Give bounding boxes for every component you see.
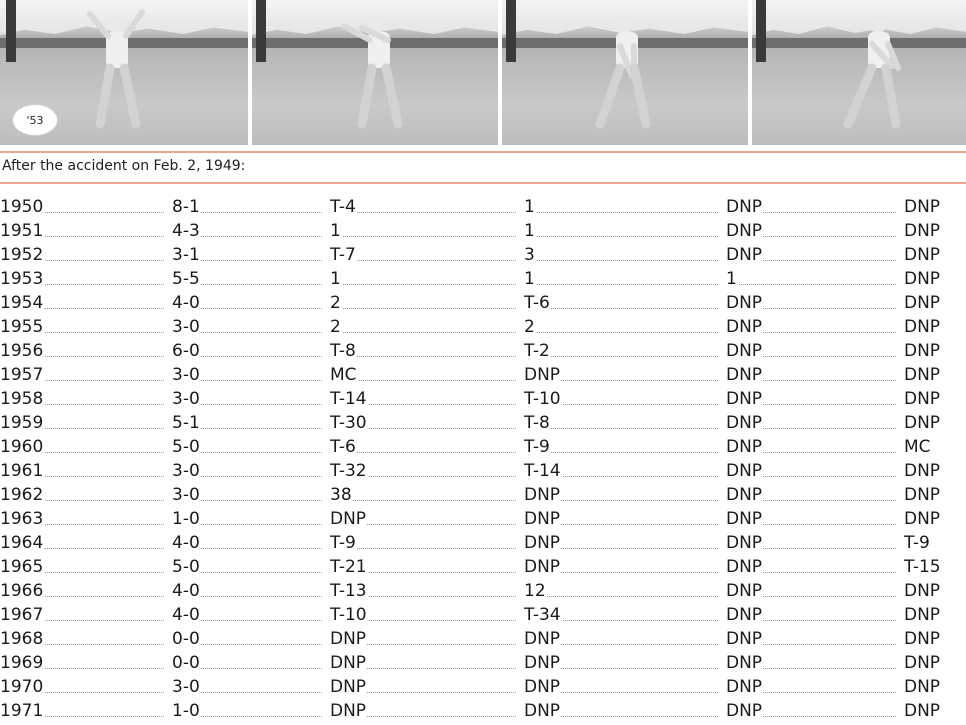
cell-value: DNP — [524, 557, 561, 577]
record-cell — [172, 675, 330, 699]
cell-value: 4-3 — [172, 221, 200, 241]
result-col3-cell — [330, 267, 524, 291]
cell-value: DNP — [726, 341, 763, 361]
result-col4-cell — [524, 267, 726, 291]
cell-value: 1971 — [0, 701, 44, 721]
cell-value: 1966 — [0, 581, 44, 601]
cell-value: 1955 — [0, 317, 44, 337]
cell-value: 1 — [726, 269, 737, 289]
result-col3-cell — [330, 243, 524, 267]
cell-value: 3-1 — [172, 245, 200, 265]
result-col3-cell — [330, 627, 524, 651]
result-col6-cell — [904, 219, 966, 243]
result-col4-cell — [524, 411, 726, 435]
table-row — [0, 483, 966, 507]
cell-value: 1962 — [0, 485, 44, 505]
cell-value: DNP — [726, 317, 763, 337]
cell-value: 1951 — [0, 221, 44, 241]
cell-value: DNP — [726, 557, 763, 577]
cell-value: 3 — [524, 245, 535, 265]
result-col4-cell — [524, 675, 726, 699]
cell-value: 4-0 — [172, 581, 200, 601]
cell-value: T-2 — [524, 341, 550, 361]
swing-photo-3 — [502, 0, 748, 145]
cell-value: T-9 — [524, 437, 550, 457]
record-cell — [172, 291, 330, 315]
cell-value: DNP — [904, 413, 941, 433]
cell-value: DNP — [726, 677, 763, 697]
record-cell — [172, 219, 330, 243]
result-col4-cell — [524, 315, 726, 339]
record-cell — [172, 267, 330, 291]
result-col3-cell — [330, 531, 524, 555]
result-col6-cell — [904, 195, 966, 219]
cell-value: 4-0 — [172, 293, 200, 313]
cell-value: T-10 — [330, 605, 367, 625]
cell-value: 5-1 — [172, 413, 200, 433]
cell-value: DNP — [904, 653, 941, 673]
record-cell — [172, 411, 330, 435]
result-col6-cell — [904, 387, 966, 411]
cell-value: 1969 — [0, 653, 44, 673]
result-col6-cell — [904, 267, 966, 291]
record-cell — [172, 603, 330, 627]
year-cell — [0, 531, 172, 555]
cell-value: T-8 — [524, 413, 550, 433]
cell-value: T-13 — [330, 581, 367, 601]
cell-value: MC — [330, 365, 357, 385]
result-col4-cell — [524, 195, 726, 219]
cell-value: DNP — [904, 341, 941, 361]
cell-value: 5-0 — [172, 557, 200, 577]
result-col4-cell — [524, 435, 726, 459]
year-cell — [0, 675, 172, 699]
result-col6-cell — [904, 675, 966, 699]
cell-value: DNP — [904, 317, 941, 337]
cell-value: DNP — [524, 509, 561, 529]
result-col4-cell — [524, 531, 726, 555]
cell-value: 1952 — [0, 245, 44, 265]
record-cell — [172, 315, 330, 339]
cell-value: 8-1 — [172, 197, 200, 217]
result-col6-cell — [904, 483, 966, 507]
cell-value: 1964 — [0, 533, 44, 553]
result-col4-cell — [524, 243, 726, 267]
record-cell — [172, 243, 330, 267]
result-col4-cell — [524, 555, 726, 579]
result-col5-cell — [726, 339, 904, 363]
cell-value: T-34 — [524, 605, 561, 625]
result-col5-cell — [726, 435, 904, 459]
cell-value: DNP — [726, 605, 763, 625]
cell-value: DNP — [726, 533, 763, 553]
cell-value: 1958 — [0, 389, 44, 409]
table-row — [0, 675, 966, 699]
cell-value: DNP — [904, 365, 941, 385]
result-col4-cell — [524, 339, 726, 363]
result-col6-cell — [904, 315, 966, 339]
cell-value: DNP — [524, 629, 561, 649]
table-row — [0, 531, 966, 555]
year-cell — [0, 483, 172, 507]
result-col6-cell — [904, 603, 966, 627]
cell-value: MC — [904, 437, 931, 457]
year-cell — [0, 699, 172, 723]
result-col5-cell — [726, 531, 904, 555]
results-table — [0, 195, 966, 723]
cell-value: 0-0 — [172, 653, 200, 673]
cell-value: T-6 — [330, 437, 356, 457]
record-cell — [172, 363, 330, 387]
cell-value: 2 — [524, 317, 535, 337]
cell-value: DNP — [524, 533, 561, 553]
year-cell — [0, 555, 172, 579]
result-col6-cell — [904, 579, 966, 603]
year-cell — [0, 435, 172, 459]
cell-value: T-9 — [904, 533, 930, 553]
result-col6-cell — [904, 699, 966, 723]
swing-photo-strip — [0, 0, 966, 145]
year-cell — [0, 291, 172, 315]
cell-value: DNP — [330, 509, 367, 529]
result-col3-cell — [330, 603, 524, 627]
result-col3-cell — [330, 291, 524, 315]
cell-value: T-14 — [524, 461, 561, 481]
cell-value: DNP — [330, 653, 367, 673]
cell-value: 1963 — [0, 509, 44, 529]
result-col6-cell — [904, 459, 966, 483]
result-col3-cell — [330, 363, 524, 387]
cell-value: 3-0 — [172, 389, 200, 409]
cell-value: DNP — [904, 221, 941, 241]
cell-value: DNP — [330, 677, 367, 697]
table-row — [0, 459, 966, 483]
cell-value: DNP — [726, 701, 763, 721]
result-col5-cell — [726, 675, 904, 699]
cell-value: DNP — [904, 581, 941, 601]
result-col3-cell — [330, 483, 524, 507]
cell-value: 1-0 — [172, 701, 200, 721]
result-col3-cell — [330, 435, 524, 459]
record-cell — [172, 579, 330, 603]
result-col5-cell — [726, 219, 904, 243]
cell-value: DNP — [726, 437, 763, 457]
cell-value: DNP — [726, 365, 763, 385]
result-col4-cell — [524, 219, 726, 243]
cell-value: DNP — [904, 701, 941, 721]
year-cell — [0, 195, 172, 219]
cell-value: T-7 — [330, 245, 356, 265]
year-cell — [0, 507, 172, 531]
cell-value: DNP — [904, 461, 941, 481]
table-row — [0, 699, 966, 723]
record-cell — [172, 507, 330, 531]
result-col5-cell — [726, 195, 904, 219]
result-col3-cell — [330, 555, 524, 579]
cell-value: 1965 — [0, 557, 44, 577]
cell-value: 1 — [524, 221, 535, 241]
cell-value: 4-0 — [172, 605, 200, 625]
cell-value: 5-5 — [172, 269, 200, 289]
result-col3-cell — [330, 339, 524, 363]
cell-value: 2 — [330, 317, 341, 337]
result-col6-cell — [904, 555, 966, 579]
table-row — [0, 507, 966, 531]
result-col3-cell — [330, 651, 524, 675]
cell-value: T-4 — [330, 197, 356, 217]
table-row — [0, 219, 966, 243]
record-cell — [172, 651, 330, 675]
result-col4-cell — [524, 483, 726, 507]
cell-value: 1953 — [0, 269, 44, 289]
cell-value: DNP — [726, 581, 763, 601]
cell-value: DNP — [726, 293, 763, 313]
cell-value: DNP — [726, 509, 763, 529]
cell-value: 1959 — [0, 413, 44, 433]
result-col6-cell — [904, 435, 966, 459]
record-cell — [172, 531, 330, 555]
result-col5-cell — [726, 411, 904, 435]
result-col6-cell — [904, 291, 966, 315]
cell-value: DNP — [904, 629, 941, 649]
cell-value: DNP — [524, 653, 561, 673]
cell-value: 1950 — [0, 197, 44, 217]
cell-value: T-10 — [524, 389, 561, 409]
results-table-body — [0, 195, 966, 723]
cell-value: 3-0 — [172, 461, 200, 481]
cell-value: DNP — [726, 197, 763, 217]
record-cell — [172, 339, 330, 363]
record-cell — [172, 555, 330, 579]
result-col4-cell — [524, 651, 726, 675]
result-col5-cell — [726, 651, 904, 675]
cell-value: T-6 — [524, 293, 550, 313]
result-col5-cell — [726, 315, 904, 339]
result-col5-cell — [726, 555, 904, 579]
table-row — [0, 339, 966, 363]
record-cell — [172, 699, 330, 723]
cell-value: 0-0 — [172, 629, 200, 649]
cell-value: 1970 — [0, 677, 44, 697]
cell-value: DNP — [726, 221, 763, 241]
table-row — [0, 291, 966, 315]
cell-value: DNP — [726, 413, 763, 433]
cell-value: 3-0 — [172, 485, 200, 505]
cell-value: T-14 — [330, 389, 367, 409]
cell-value: DNP — [904, 677, 941, 697]
result-col5-cell — [726, 579, 904, 603]
year-cell — [0, 411, 172, 435]
cell-value: 1968 — [0, 629, 44, 649]
cell-value: 1960 — [0, 437, 44, 457]
result-col5-cell — [726, 387, 904, 411]
cell-value: 5-0 — [172, 437, 200, 457]
result-col3-cell — [330, 459, 524, 483]
table-row — [0, 435, 966, 459]
result-col3-cell — [330, 219, 524, 243]
result-col5-cell — [726, 363, 904, 387]
result-col3-cell — [330, 195, 524, 219]
table-row — [0, 579, 966, 603]
cell-value: 1956 — [0, 341, 44, 361]
cell-value: DNP — [904, 485, 941, 505]
record-cell — [172, 435, 330, 459]
result-col4-cell — [524, 459, 726, 483]
cell-value: 6-0 — [172, 341, 200, 361]
table-row — [0, 627, 966, 651]
cell-value: T-8 — [330, 341, 356, 361]
result-col6-cell — [904, 411, 966, 435]
table-row — [0, 315, 966, 339]
cell-value: 1967 — [0, 605, 44, 625]
result-col6-cell — [904, 363, 966, 387]
swing-photo-2 — [252, 0, 498, 145]
cell-value: 1 — [330, 269, 341, 289]
result-col3-cell — [330, 675, 524, 699]
table-row — [0, 243, 966, 267]
cell-value: 3-0 — [172, 365, 200, 385]
cell-value: DNP — [726, 245, 763, 265]
table-row — [0, 555, 966, 579]
cell-value: 1 — [330, 221, 341, 241]
year-cell — [0, 603, 172, 627]
cell-value: 3-0 — [172, 677, 200, 697]
year-cell — [0, 315, 172, 339]
result-col5-cell — [726, 243, 904, 267]
year-cell — [0, 387, 172, 411]
result-col6-cell — [904, 339, 966, 363]
cell-value: 1-0 — [172, 509, 200, 529]
cell-value: 1 — [524, 197, 535, 217]
result-col4-cell — [524, 627, 726, 651]
table-row — [0, 651, 966, 675]
result-col4-cell — [524, 291, 726, 315]
cell-value: DNP — [726, 389, 763, 409]
year-cell — [0, 267, 172, 291]
result-col4-cell — [524, 387, 726, 411]
cell-value: DNP — [524, 485, 561, 505]
year-badge: '53 — [12, 104, 58, 136]
result-col5-cell — [726, 291, 904, 315]
year-cell — [0, 243, 172, 267]
cell-value: DNP — [726, 629, 763, 649]
cell-value: DNP — [524, 365, 561, 385]
result-col4-cell — [524, 699, 726, 723]
cell-value: 1961 — [0, 461, 44, 481]
result-col4-cell — [524, 363, 726, 387]
result-col5-cell — [726, 507, 904, 531]
result-col4-cell — [524, 579, 726, 603]
cell-value: DNP — [904, 605, 941, 625]
cell-value: 38 — [330, 485, 352, 505]
result-col5-cell — [726, 699, 904, 723]
cell-value: DNP — [904, 245, 941, 265]
table-row — [0, 363, 966, 387]
cell-value: DNP — [726, 653, 763, 673]
cell-value: DNP — [904, 293, 941, 313]
cell-value: T-21 — [330, 557, 367, 577]
result-col6-cell — [904, 243, 966, 267]
record-cell — [172, 195, 330, 219]
table-row — [0, 603, 966, 627]
table-row — [0, 387, 966, 411]
record-cell — [172, 627, 330, 651]
cell-value: 2 — [330, 293, 341, 313]
table-row — [0, 195, 966, 219]
record-cell — [172, 483, 330, 507]
result-col3-cell — [330, 507, 524, 531]
caption-divider — [0, 182, 966, 184]
year-cell — [0, 651, 172, 675]
cell-value: T-9 — [330, 533, 356, 553]
result-col6-cell — [904, 651, 966, 675]
cell-value: DNP — [904, 197, 941, 217]
year-cell — [0, 459, 172, 483]
result-col3-cell — [330, 699, 524, 723]
result-col3-cell — [330, 411, 524, 435]
result-col4-cell — [524, 603, 726, 627]
table-row — [0, 267, 966, 291]
result-col5-cell — [726, 483, 904, 507]
cell-value: 1957 — [0, 365, 44, 385]
result-col4-cell — [524, 507, 726, 531]
top-divider — [0, 151, 966, 153]
result-col5-cell — [726, 627, 904, 651]
cell-value: DNP — [726, 485, 763, 505]
cell-value: 12 — [524, 581, 546, 601]
cell-value: T-32 — [330, 461, 367, 481]
cell-value: DNP — [330, 701, 367, 721]
year-cell — [0, 627, 172, 651]
cell-value: 3-0 — [172, 317, 200, 337]
cell-value: DNP — [904, 389, 941, 409]
record-cell — [172, 387, 330, 411]
result-col5-cell — [726, 603, 904, 627]
result-col6-cell — [904, 531, 966, 555]
cell-value: DNP — [330, 629, 367, 649]
cell-value: DNP — [904, 509, 941, 529]
cell-value: DNP — [524, 677, 561, 697]
year-cell — [0, 219, 172, 243]
cell-value: T-15 — [904, 557, 941, 577]
record-cell — [172, 459, 330, 483]
cell-value: 4-0 — [172, 533, 200, 553]
cell-value: DNP — [524, 701, 561, 721]
swing-photo-4 — [752, 0, 966, 145]
result-col6-cell — [904, 627, 966, 651]
cell-value: 1 — [524, 269, 535, 289]
cell-value: DNP — [904, 269, 941, 289]
section-caption: After the accident on Feb. 2, 1949: — [2, 158, 246, 174]
result-col3-cell — [330, 315, 524, 339]
result-col6-cell — [904, 507, 966, 531]
result-col3-cell — [330, 387, 524, 411]
cell-value: T-30 — [330, 413, 367, 433]
cell-value: 1954 — [0, 293, 44, 313]
result-col3-cell — [330, 579, 524, 603]
result-col5-cell — [726, 459, 904, 483]
table-row — [0, 411, 966, 435]
year-cell — [0, 363, 172, 387]
year-cell — [0, 339, 172, 363]
result-col5-cell — [726, 267, 904, 291]
year-cell — [0, 579, 172, 603]
cell-value: DNP — [726, 461, 763, 481]
swing-photo-1 — [0, 0, 248, 145]
